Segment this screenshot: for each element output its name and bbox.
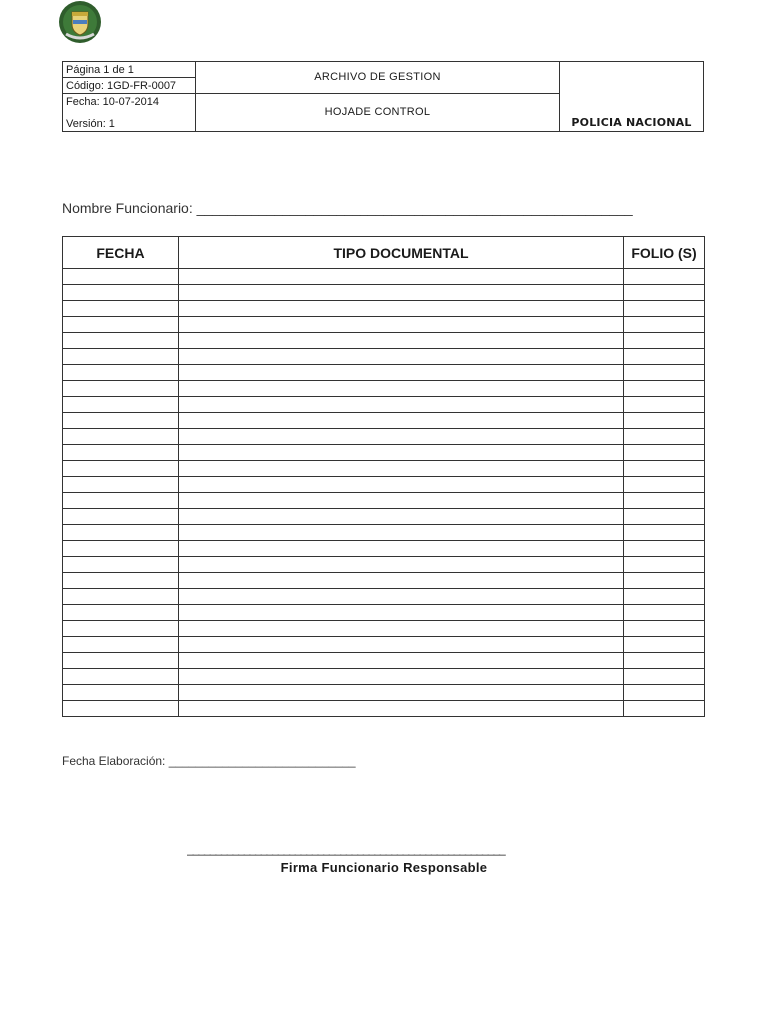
folios-cell[interactable] [624,317,705,333]
fecha-cell[interactable] [63,285,179,301]
fecha-cell[interactable] [63,269,179,285]
header-table [62,61,704,132]
folios-cell[interactable] [624,285,705,301]
fecha-cell[interactable] [63,701,179,717]
table-header-row [63,237,705,269]
table-row [63,285,705,301]
signature-line[interactable]: ________________________________________________________ [187,842,505,856]
tipo-documental-cell[interactable] [179,573,624,589]
fecha-cell[interactable] [63,493,179,509]
title-archivo: ARCHIVO DE GESTION [196,62,559,94]
nombre-funcionario-field[interactable]: Nombre Funcionario: ________________________________________________________ [62,200,633,216]
fecha-cell[interactable] [63,445,179,461]
tipo-documental-cell[interactable] [179,509,624,525]
fecha-cell[interactable] [63,429,179,445]
column-header-tipo-documental: TIPO DOCUMENTAL [179,237,624,269]
fecha-cell[interactable] [63,669,179,685]
table-row [63,685,705,701]
folios-cell[interactable] [624,701,705,717]
tipo-documental-cell[interactable] [179,557,624,573]
fecha-cell[interactable] [63,589,179,605]
fecha-cell[interactable] [63,381,179,397]
folios-cell[interactable] [624,605,705,621]
folios-cell[interactable] [624,669,705,685]
folios-cell[interactable] [624,493,705,509]
folios-cell[interactable] [624,413,705,429]
tipo-documental-cell[interactable] [179,413,624,429]
table-row [63,477,705,493]
table-row [63,589,705,605]
table-row [63,429,705,445]
tipo-documental-cell[interactable] [179,397,624,413]
table-row [63,605,705,621]
tipo-documental-cell[interactable] [179,461,624,477]
folios-cell[interactable] [624,445,705,461]
tipo-documental-cell[interactable] [179,493,624,509]
folios-cell[interactable] [624,349,705,365]
tipo-documental-cell[interactable] [179,317,624,333]
fecha-cell[interactable] [63,477,179,493]
folios-cell[interactable] [624,461,705,477]
tipo-documental-cell[interactable] [179,525,624,541]
table-row [63,445,705,461]
policia-nacional-logo [56,0,104,44]
tipo-documental-cell[interactable] [179,541,624,557]
fecha-cell[interactable] [63,653,179,669]
fecha-elaboracion-field[interactable]: Fecha Elaboración: ____________________________ [62,754,356,768]
fecha-cell[interactable] [63,301,179,317]
title-hoja-control: HOJADE CONTROL [324,106,431,118]
table-row [63,701,705,717]
table-row [63,509,705,525]
tipo-documental-cell[interactable] [179,381,624,397]
header-title-column [196,62,560,131]
tipo-documental-cell[interactable] [179,653,624,669]
tipo-documental-cell[interactable] [179,637,624,653]
document-date: Fecha: 10-07-2014 [66,96,159,108]
tipo-documental-cell[interactable] [179,269,624,285]
tipo-documental-cell[interactable] [179,589,624,605]
fecha-cell[interactable] [63,573,179,589]
fecha-cell[interactable] [63,365,179,381]
folios-cell[interactable] [624,365,705,381]
table-row [63,349,705,365]
fecha-cell[interactable] [63,541,179,557]
fecha-cell[interactable] [63,605,179,621]
tipo-documental-cell[interactable] [179,301,624,317]
table-row [63,397,705,413]
tipo-documental-cell[interactable] [179,621,624,637]
tipo-documental-cell[interactable] [179,477,624,493]
table-row [63,317,705,333]
table-row [63,301,705,317]
fecha-cell[interactable] [63,397,179,413]
folios-cell[interactable] [624,525,705,541]
folios-cell[interactable] [624,685,705,701]
tipo-documental-cell[interactable] [179,285,624,301]
tipo-documental-cell[interactable] [179,685,624,701]
fecha-cell[interactable] [63,637,179,653]
folios-cell[interactable] [624,509,705,525]
table-row [63,621,705,637]
tipo-documental-cell[interactable] [179,669,624,685]
table-row [63,653,705,669]
folios-cell[interactable] [624,653,705,669]
folios-cell[interactable] [624,333,705,349]
folios-cell[interactable] [624,541,705,557]
folios-cell[interactable] [624,637,705,653]
fecha-cell[interactable] [63,333,179,349]
tipo-documental-cell[interactable] [179,429,624,445]
fecha-cell[interactable] [63,509,179,525]
folios-cell[interactable] [624,589,705,605]
control-table [62,236,705,717]
entity-name: POLICIA NACIONAL [571,116,692,129]
folios-cell[interactable] [624,381,705,397]
folios-cell[interactable] [624,301,705,317]
table-row [63,637,705,653]
table-row [63,461,705,477]
fecha-cell[interactable] [63,685,179,701]
folios-cell[interactable] [624,573,705,589]
table-row [63,493,705,509]
table-row [63,557,705,573]
tipo-documental-cell[interactable] [179,365,624,381]
header-entity-column [560,62,703,131]
table-row [63,413,705,429]
column-header-folios: FOLIO (S) [624,237,705,269]
tipo-documental-cell[interactable] [179,445,624,461]
folios-cell[interactable] [624,429,705,445]
table-row [63,365,705,381]
tipo-documental-cell[interactable] [179,349,624,365]
fecha-cell[interactable] [63,525,179,541]
table-row [63,669,705,685]
tipo-documental-cell[interactable] [179,701,624,717]
table-row [63,381,705,397]
fecha-cell[interactable] [63,621,179,637]
fecha-cell[interactable] [63,461,179,477]
table-row [63,541,705,557]
folios-cell[interactable] [624,269,705,285]
document-code: Código: 1GD-FR-0007 [63,78,195,94]
table-row [63,573,705,589]
folios-cell[interactable] [624,397,705,413]
page-number: Página 1 de 1 [63,62,195,78]
table-row [63,333,705,349]
table-row [63,525,705,541]
column-header-fecha: FECHA [63,237,179,269]
fecha-cell[interactable] [63,349,179,365]
document-version: Versión: 1 [66,118,115,130]
tipo-documental-cell[interactable] [179,333,624,349]
signature-label: Firma Funcionario Responsable [280,860,488,875]
table-row [63,269,705,285]
fecha-cell[interactable] [63,413,179,429]
folios-cell[interactable] [624,557,705,573]
fecha-cell[interactable] [63,557,179,573]
fecha-cell[interactable] [63,317,179,333]
header-meta-column [63,62,196,131]
tipo-documental-cell[interactable] [179,605,624,621]
folios-cell[interactable] [624,621,705,637]
folios-cell[interactable] [624,477,705,493]
